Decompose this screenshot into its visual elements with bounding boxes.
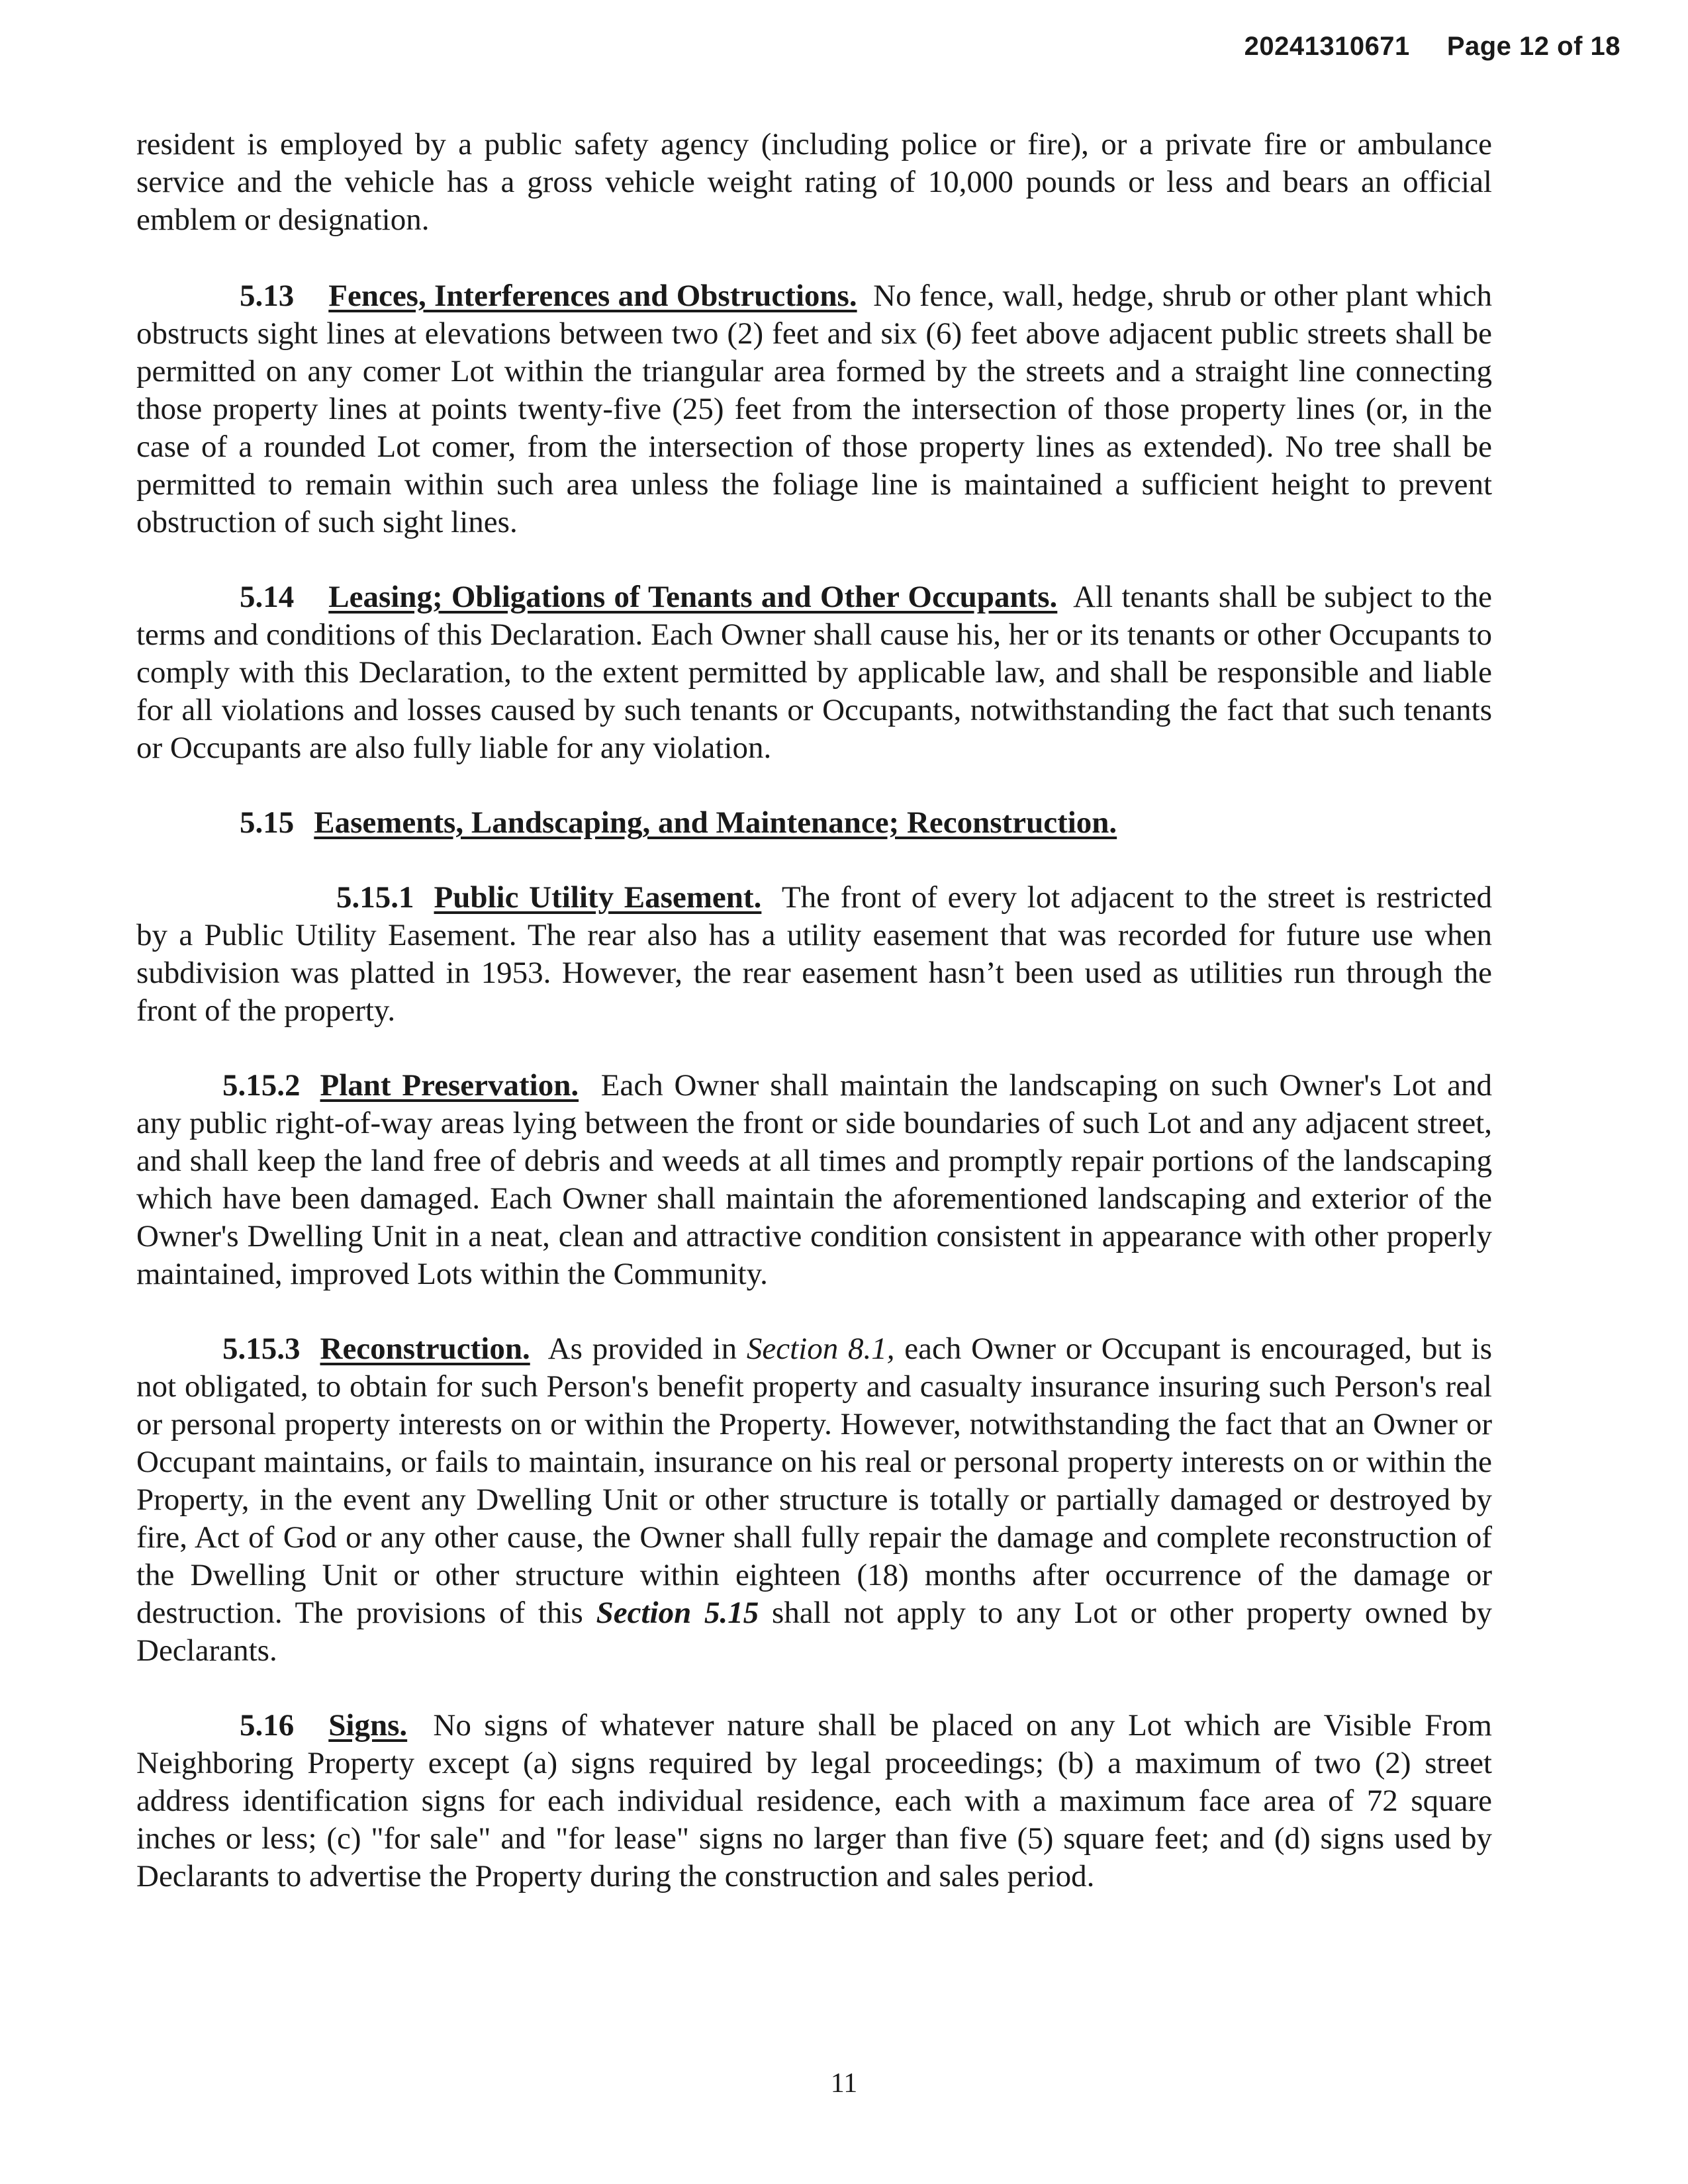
section-5-15 — [136, 804, 1492, 842]
section-number: 5.15.3 — [222, 1332, 301, 1366]
section-reference: Section 5.15 — [596, 1596, 759, 1630]
section-number: 5.16 — [240, 1708, 295, 1743]
section-text: each Owner or Occupant is encouraged, but is not obligated, to obtain for such Person's benefit property and casualty insurance insuring such Person's real or personal property interests on or within the Property. However, notwithstanding the fact that an Owner or Occupant maintains, or fails to maintain, insurance on his real or personal property interests on or within the Property, in the event any Dwelling Unit or other structure is totally or partially damaged or destroyed by fire, Act of God or any other cause, the Owner shall fully repair the damage and complete reconstruction of the Dwelling Unit or other structure within eighteen (18) months after occurrence of the damage or destruction. The provisions of this — [136, 1332, 1493, 1630]
page-number: 11 — [830, 2068, 858, 2099]
document-body — [136, 126, 1492, 1895]
section-5-14 — [136, 578, 1492, 767]
section-heading: Reconstruction. — [320, 1332, 530, 1366]
recording-number: 20241310671 — [1244, 32, 1410, 61]
section-text: No fence, wall, hedge, shrub or other plant which obstructs sight lines at elevations between two (2) feet and six (6) feet above adjacent public streets shall be permitted on any comer Lot within the triangular area formed by the streets and a straight line connecting those property lines at points twenty-five (25) feet from the intersection of those property lines (or, in the case of a rounded Lot comer, from the intersection of those property lines as extended). No tree shall be permitted to remain within such area unless the foliage line is maintained a sufficient height to prevent obstruction of such sight lines. — [136, 279, 1493, 539]
section-heading: Plant Preservation. — [320, 1068, 579, 1103]
continuation-paragraph: resident is employed by a public safety agency (including police or fire), or a private fire or ambulance service and the vehicle has a gross vehicle weight rating of 10,000 pounds or less and bears an official emblem or designation. — [136, 127, 1492, 237]
section-heading: Leasing; Obligations of Tenants and Other Occupants. — [328, 580, 1058, 614]
section-number: 5.15 — [240, 805, 295, 840]
section-text: As provided in — [547, 1332, 737, 1366]
section-text: The front of every lot adjacent to the street is restricted by a Public Utility Easement. The rear also has a utility easement that was recorded for future use when subdivision was platted in 1953. However, the rear easement hasn’t been used as utilities run through the front of the property. — [136, 880, 1493, 1028]
section-text: All tenants shall be subject to the terms and conditions of this Declaration. Each Owner shall cause his, her or its tenants or other Occupants to comply with this Declaration, to the extent permitted by applicable law, and shall be responsible and liable for all violations and losses caused by such tenants or Occupants, notwithstanding the fact that such tenants or Occupants are also fully liable for any violation. — [136, 580, 1493, 765]
section-text: Each Owner shall maintain the landscaping on such Owner's Lot and any public right-of-way areas lying between the front or side boundaries of such Lot and any adjacent street, and shall keep the land free of debris and weeds at all times and promptly repair portions of the landscaping which have been damaged. Each Owner shall maintain the aforementioned landscaping and exterior of the Owner's Dwelling Unit in a neat, clean and attractive condition consistent in appearance with other properly maintained, improved Lots within the Community. — [136, 1068, 1492, 1291]
section-5-15-3 — [136, 1330, 1492, 1670]
section-number: 5.15.1 — [336, 880, 414, 915]
page-indicator: Page 12 of 18 — [1446, 32, 1620, 61]
section-text: shall not apply to any Lot or other property owned by Declarants. — [136, 1596, 1492, 1668]
section-5-15-1 — [136, 879, 1492, 1030]
section-heading: Signs. — [328, 1708, 408, 1743]
section-number: 5.15.2 — [222, 1068, 301, 1103]
section-5-13 — [136, 277, 1492, 541]
section-heading: Fences, Interferences and Obstructions. — [328, 279, 857, 313]
section-5-16 — [136, 1707, 1492, 1895]
section-number: 5.13 — [240, 279, 295, 313]
document-header — [1244, 32, 1620, 62]
section-heading: Public Utility Easement. — [434, 880, 762, 915]
section-5-15-2 — [136, 1067, 1492, 1293]
section-heading: Easements, Landscaping, and Maintenance; Reconstruction. — [314, 805, 1117, 840]
section-number: 5.14 — [240, 580, 295, 614]
section-reference: Section 8.1, — [746, 1332, 895, 1366]
section-text: No signs of whatever nature shall be placed on any Lot which are Visible From Neighboring Property except (a) signs required by legal proceedings; (b) a maximum of two (2) street address identification signs for each individual residence, each with a maximum face area of 72 square inches or less; (c) "for sale" and "for lease" signs no larger than five (5) square feet; and (d) signs used by Declarants to advertise the Property during the construction and sales period. — [136, 1708, 1492, 1893]
